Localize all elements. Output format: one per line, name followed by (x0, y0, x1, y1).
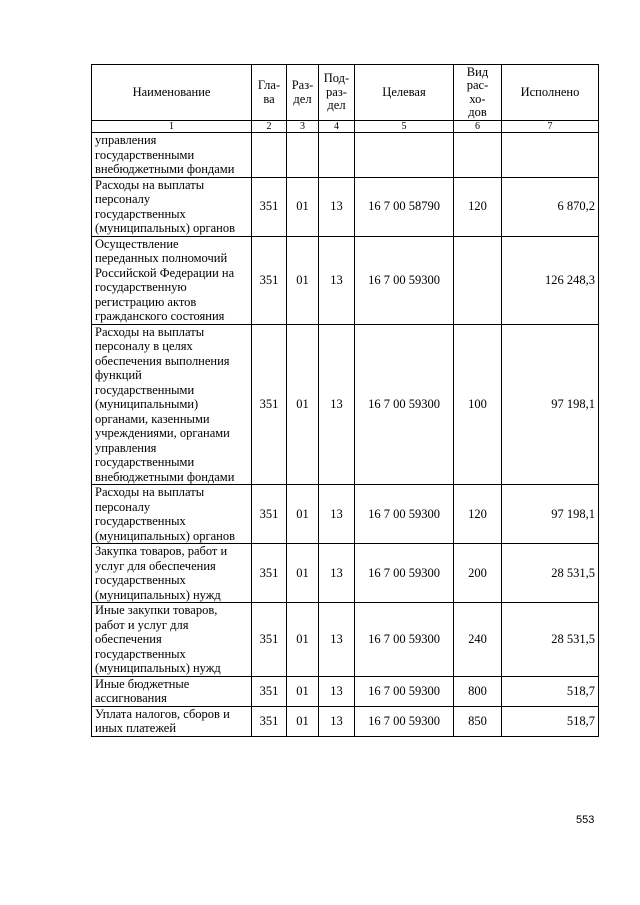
budget-table (91, 64, 599, 737)
column-number: 2 (252, 121, 287, 133)
row-done: 28 531,5 (502, 544, 599, 603)
row-chapter: 351 (252, 706, 287, 736)
row-target: 16 7 00 58790 (355, 177, 454, 236)
header-subsection: Под- раз- дел (319, 65, 355, 121)
row-done: 97 198,1 (502, 324, 599, 485)
row-section: 01 (287, 544, 319, 603)
row-chapter (252, 133, 287, 178)
header-kind: Вид рас- хо- дов (454, 65, 502, 121)
column-number: 1 (92, 121, 252, 133)
table-row (92, 603, 599, 677)
row-section: 01 (287, 706, 319, 736)
row-kind: 240 (454, 603, 502, 677)
header-section: Раз- дел (287, 65, 319, 121)
row-name: Иные закупки товаров, работ и услуг для обеспечения государственных (муниципальных) нужд (92, 603, 252, 677)
row-done: 518,7 (502, 676, 599, 706)
row-name: Расходы на выплаты персоналу государственных (муниципальных) органов (92, 177, 252, 236)
row-kind (454, 236, 502, 324)
row-chapter: 351 (252, 603, 287, 677)
row-section (287, 133, 319, 178)
row-subsection (319, 133, 355, 178)
row-name: Иные бюджетные ассигнования (92, 676, 252, 706)
row-section: 01 (287, 603, 319, 677)
row-chapter: 351 (252, 324, 287, 485)
column-number: 5 (355, 121, 454, 133)
row-section: 01 (287, 485, 319, 544)
table-row (92, 177, 599, 236)
column-number: 4 (319, 121, 355, 133)
row-kind (454, 133, 502, 178)
row-subsection: 13 (319, 485, 355, 544)
row-done: 28 531,5 (502, 603, 599, 677)
row-subsection: 13 (319, 603, 355, 677)
row-subsection: 13 (319, 676, 355, 706)
row-name: Расходы на выплаты персоналу в целях обеспечения выполнения функций государственными (муниципальными) органами, казенными учреждениями, органами управления государственными внебюджетными фондами (92, 324, 252, 485)
row-chapter: 351 (252, 177, 287, 236)
page-number: 553 (576, 814, 595, 826)
row-done: 97 198,1 (502, 485, 599, 544)
row-target: 16 7 00 59300 (355, 706, 454, 736)
row-done (502, 133, 599, 178)
row-chapter: 351 (252, 485, 287, 544)
row-kind: 100 (454, 324, 502, 485)
row-target: 16 7 00 59300 (355, 324, 454, 485)
row-section: 01 (287, 676, 319, 706)
row-section: 01 (287, 236, 319, 324)
row-done: 6 870,2 (502, 177, 599, 236)
header-target: Целевая (355, 65, 454, 121)
row-name: управления государственными внебюджетными фондами (92, 133, 252, 178)
row-section: 01 (287, 177, 319, 236)
row-chapter: 351 (252, 236, 287, 324)
row-target: 16 7 00 59300 (355, 676, 454, 706)
row-chapter: 351 (252, 544, 287, 603)
column-number: 3 (287, 121, 319, 133)
row-target: 16 7 00 59300 (355, 236, 454, 324)
table-row (92, 485, 599, 544)
header-done: Исполнено (502, 65, 599, 121)
row-target: 16 7 00 59300 (355, 544, 454, 603)
row-kind: 800 (454, 676, 502, 706)
table-row (92, 324, 599, 485)
row-name: Уплата налогов, сборов и иных платежей (92, 706, 252, 736)
table-header-row (92, 65, 599, 121)
table-row (92, 676, 599, 706)
table-row (92, 544, 599, 603)
table-row (92, 706, 599, 736)
column-number: 6 (454, 121, 502, 133)
table-row (92, 133, 599, 178)
row-target: 16 7 00 59300 (355, 603, 454, 677)
column-number: 7 (502, 121, 599, 133)
header-chapter: Гла- ва (252, 65, 287, 121)
row-kind: 200 (454, 544, 502, 603)
header-name: Наименование (92, 65, 252, 121)
row-subsection: 13 (319, 236, 355, 324)
row-target: 16 7 00 59300 (355, 485, 454, 544)
row-subsection: 13 (319, 177, 355, 236)
row-chapter: 351 (252, 676, 287, 706)
column-number-row (92, 121, 599, 133)
row-subsection: 13 (319, 324, 355, 485)
row-subsection: 13 (319, 706, 355, 736)
row-section: 01 (287, 324, 319, 485)
row-name: Осуществление переданных полномочий Российской Федерации на государственную регистрацию актов гражданского состояния (92, 236, 252, 324)
row-target (355, 133, 454, 178)
row-done: 126 248,3 (502, 236, 599, 324)
row-kind: 120 (454, 177, 502, 236)
row-done: 518,7 (502, 706, 599, 736)
row-subsection: 13 (319, 544, 355, 603)
row-name: Расходы на выплаты персоналу государственных (муниципальных) органов (92, 485, 252, 544)
row-name: Закупка товаров, работ и услуг для обеспечения государственных (муниципальных) нужд (92, 544, 252, 603)
row-kind: 120 (454, 485, 502, 544)
table-row (92, 236, 599, 324)
row-kind: 850 (454, 706, 502, 736)
